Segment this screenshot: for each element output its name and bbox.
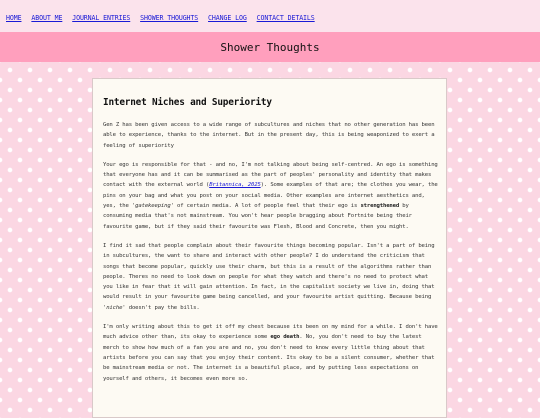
- text-run: by consuming media that's not mainstream. You won't hear people bragging about Fortnite being their favourite game, but if they said their favourite was Flesh, Blood and Concrete, then you might.: [103, 203, 412, 230]
- nav-link-journal-entries[interactable]: JOURNAL ENTRIES: [72, 14, 131, 22]
- top-bar: [0, 0, 540, 32]
- text-run: I find it sad that people complain about their favourite things becoming popular. Isn't a part of being in subcultures, the want to share and interact with other people? I do understand the criticism that songs that become popular, quickly use their charm, but this is a result of the algorithms rather than people. Theres no need to look down on people for what they watch and there's no need to protect what you like in fear that it will gain attention. In fact, in the capitalist society we live in, doing that would result in your favourite game being cancelled, and your favourite artist quitting. Because being: [103, 242, 435, 301]
- text-run: . No, you don't need to buy the latest merch to show how much of a fan you are and no, you don't need to know every little thing about that artists before you can say that you enjoy their content. Its okay to be a silent consumer, whether that be mainstream media or not. The internet is a beautiful place, and by putting less expectations on yourself and others, it becomes even more so.: [103, 334, 435, 382]
- text-run: I'm only writing about this to get it off my chest because its been on my mind for a while. I don't have much advice other than, its okay to experience some: [103, 324, 438, 341]
- post-paragraph-1: Gen Z has been given access to a wide range of subcultures and niches that no other generation has been able to experience, thanks to the internet. But in the present day, this is being weaponized to exert a feeling of superiority: [103, 122, 435, 149]
- nav-link-about-me[interactable]: ABOUT ME: [31, 14, 63, 22]
- emphasis-text: 'niche': [103, 304, 126, 311]
- post-content: [103, 97, 438, 393]
- text-run: doesn't pay the bills.: [125, 304, 200, 311]
- post-paragraph-4: [103, 322, 438, 384]
- main-nav: [6, 14, 321, 22]
- page-title: Shower Thoughts: [220, 41, 320, 54]
- post-paragraph-3: [103, 241, 438, 313]
- post-paragraph-2: [103, 160, 438, 232]
- nav-link-contact-details[interactable]: CONTACT DETAILS: [256, 14, 315, 22]
- page-banner: [0, 32, 540, 62]
- bold-text: ego death: [270, 334, 300, 341]
- nav-link-change-log[interactable]: CHANGE LOG: [208, 14, 247, 22]
- text-run: of certain media. A lot of people feel that their ego is: [173, 203, 361, 210]
- post-title: Internet Niches and Superiority: [103, 97, 272, 108]
- post-card: [92, 78, 447, 418]
- citation-link-britannica[interactable]: Britannica, 2025: [209, 182, 261, 189]
- nav-link-shower-thoughts[interactable]: SHOWER THOUGHTS: [140, 14, 199, 22]
- nav-link-home[interactable]: HOME: [6, 14, 22, 22]
- text-run: Your ego is responsible for that - and no, I'm not talking about being self-centred. An ego is something that everyone has and it can be summarised as the part of peoples' personality and identity that makes contact with the external world (: [103, 161, 438, 189]
- text-run: ). Some examples of that are; the clothes you wear, the pins on your bag and what you post on your social media. Other examples are internet aesthetics and, yes, the: [103, 182, 438, 210]
- bold-text: strengthened: [360, 203, 400, 210]
- emphasis-text: 'gatekeeping': [131, 203, 174, 210]
